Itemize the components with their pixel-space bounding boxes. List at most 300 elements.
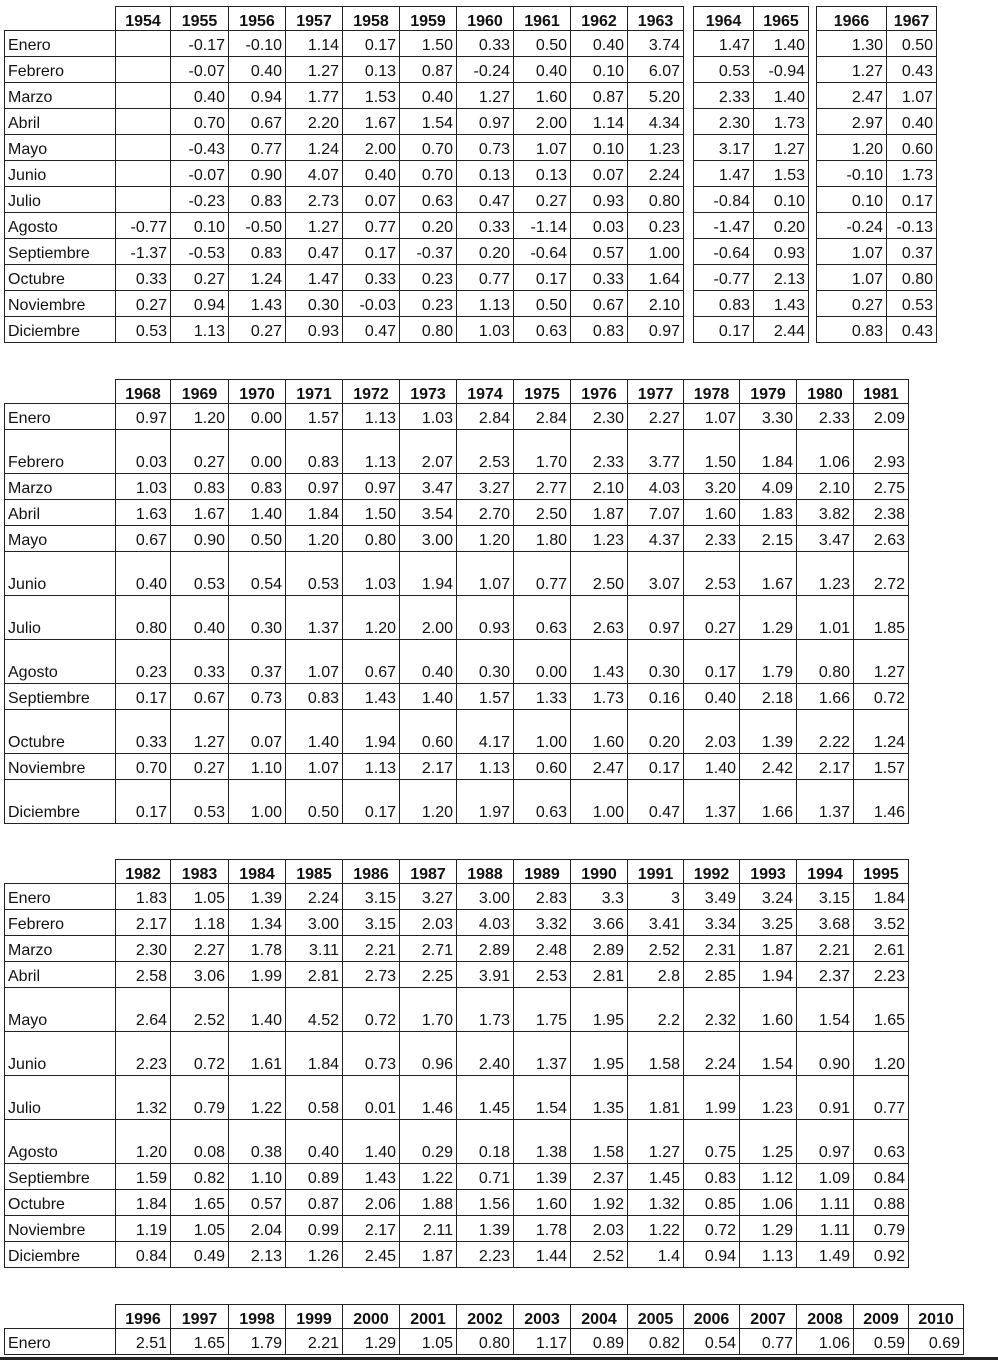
value-cell: 1.29 <box>740 596 797 640</box>
value-cell: 0.47 <box>457 187 514 213</box>
value-cell: 1.60 <box>514 1190 571 1216</box>
table-row <box>5 265 937 291</box>
column-gap <box>684 109 694 135</box>
value-cell: 1.11 <box>797 1190 854 1216</box>
year-header: 2000 <box>343 1305 400 1329</box>
value-cell: 2.93 <box>854 430 909 474</box>
value-cell: 2.81 <box>286 962 343 988</box>
value-cell: 1.47 <box>694 31 754 57</box>
value-cell: 0.30 <box>457 640 514 684</box>
value-cell: 1.47 <box>286 265 343 291</box>
value-cell: 0.40 <box>171 83 229 109</box>
value-cell: 1.78 <box>514 1216 571 1242</box>
table-row <box>5 910 909 936</box>
value-cell: 1.03 <box>457 317 514 343</box>
value-cell: 3.30 <box>740 404 797 430</box>
value-cell: 1.23 <box>628 135 684 161</box>
value-cell: 0.63 <box>514 596 571 640</box>
column-gap <box>684 239 694 265</box>
month-label: Abril <box>5 962 116 988</box>
value-cell: 2.23 <box>116 1032 171 1076</box>
value-cell <box>116 109 171 135</box>
value-cell: 1.57 <box>854 754 909 780</box>
value-cell: 0.10 <box>754 187 809 213</box>
month-label: Septiembre <box>5 239 116 265</box>
value-cell: 0.77 <box>854 1076 909 1120</box>
value-cell: 0.80 <box>457 1329 514 1355</box>
value-cell: 1.33 <box>514 684 571 710</box>
year-header: 1962 <box>571 7 628 31</box>
value-cell: 1.84 <box>854 884 909 910</box>
value-cell: 1.27 <box>817 57 887 83</box>
value-cell: 1.79 <box>740 640 797 684</box>
value-cell: 0.79 <box>171 1076 229 1120</box>
year-header: 1963 <box>628 7 684 31</box>
value-cell <box>116 187 171 213</box>
value-cell: 1.46 <box>854 780 909 824</box>
month-label: Octubre <box>5 265 116 291</box>
value-cell: 0.50 <box>514 31 571 57</box>
value-cell: -0.07 <box>171 161 229 187</box>
value-cell: 6.07 <box>628 57 684 83</box>
value-cell: 1.00 <box>514 710 571 754</box>
value-cell: 1.88 <box>400 1190 457 1216</box>
value-cell: 1.43 <box>571 640 628 684</box>
value-cell: 0.90 <box>171 526 229 552</box>
value-cell: 3.20 <box>684 474 740 500</box>
column-gap <box>809 83 817 109</box>
year-header: 1993 <box>740 860 797 884</box>
value-cell: 1.39 <box>514 1164 571 1190</box>
value-cell: 1.27 <box>286 213 343 239</box>
month-label: Diciembre <box>5 1242 116 1268</box>
month-label: Abril <box>5 109 116 135</box>
value-cell: -1.47 <box>694 213 754 239</box>
year-header: 1955 <box>171 7 229 31</box>
table-row <box>5 1329 964 1355</box>
month-label: Marzo <box>5 83 116 109</box>
value-cell: 1.67 <box>343 109 400 135</box>
table-row <box>5 988 909 1032</box>
year-header: 1967 <box>887 7 937 31</box>
value-cell: 0.93 <box>571 187 628 213</box>
value-cell: 2.33 <box>571 430 628 474</box>
value-cell: 0.17 <box>343 31 400 57</box>
value-cell: -0.10 <box>229 31 286 57</box>
value-cell: 3.66 <box>571 910 628 936</box>
value-cell: 1.60 <box>684 500 740 526</box>
value-cell: 0.83 <box>571 317 628 343</box>
value-cell: -0.53 <box>171 239 229 265</box>
value-cell: 0.94 <box>229 83 286 109</box>
value-cell: 0.23 <box>400 265 457 291</box>
value-cell: 1.17 <box>514 1329 571 1355</box>
value-cell: 0.90 <box>229 161 286 187</box>
value-cell: 1.07 <box>817 265 887 291</box>
column-gap <box>809 317 817 343</box>
value-cell: 3.32 <box>514 910 571 936</box>
value-cell: 0.97 <box>457 109 514 135</box>
value-cell: -0.10 <box>817 161 887 187</box>
value-cell: 0.73 <box>343 1032 400 1076</box>
value-cell: 1.11 <box>797 1216 854 1242</box>
value-cell: 0.53 <box>887 291 937 317</box>
value-cell: 2.17 <box>343 1216 400 1242</box>
value-cell: -0.37 <box>400 239 457 265</box>
year-header: 2004 <box>571 1305 628 1329</box>
value-cell: 1.45 <box>457 1076 514 1120</box>
year-header: 1961 <box>514 7 571 31</box>
value-cell: 0.40 <box>887 109 937 135</box>
value-cell: 0.97 <box>116 404 171 430</box>
year-header: 1960 <box>457 7 514 31</box>
value-cell: 2.21 <box>343 936 400 962</box>
value-cell: 0.83 <box>286 684 343 710</box>
value-cell: 1.92 <box>571 1190 628 1216</box>
year-header: 1975 <box>514 380 571 404</box>
value-cell: 2.89 <box>571 936 628 962</box>
value-cell: 0.80 <box>116 596 171 640</box>
value-cell: -0.13 <box>887 213 937 239</box>
month-label: Marzo <box>5 474 116 500</box>
value-cell: 0.83 <box>817 317 887 343</box>
value-cell: 1.73 <box>571 684 628 710</box>
precip-table-1968-1981 <box>4 379 909 824</box>
value-cell: 0.50 <box>286 780 343 824</box>
column-gap <box>684 7 694 31</box>
table-row <box>5 1242 909 1268</box>
month-label: Noviembre <box>5 291 116 317</box>
month-label: Enero <box>5 31 116 57</box>
value-cell: 3 <box>628 884 684 910</box>
precip-table-1982-1995 <box>4 859 909 1268</box>
value-cell: 1.19 <box>116 1216 171 1242</box>
value-cell: 1.32 <box>116 1076 171 1120</box>
value-cell: 1.4 <box>628 1242 684 1268</box>
value-cell: 1.73 <box>754 109 809 135</box>
year-header: 1970 <box>229 380 286 404</box>
column-gap <box>809 239 817 265</box>
value-cell: 1.03 <box>116 474 171 500</box>
value-cell: 1.03 <box>343 552 400 596</box>
value-cell: 1.20 <box>457 526 514 552</box>
value-cell: 2.30 <box>571 404 628 430</box>
value-cell: 1.07 <box>286 754 343 780</box>
year-header: 1983 <box>171 860 229 884</box>
table-row <box>5 684 909 710</box>
column-gap <box>809 7 817 31</box>
value-cell: 2.32 <box>684 988 740 1032</box>
value-cell: 2.77 <box>514 474 571 500</box>
value-cell: 1.40 <box>286 710 343 754</box>
value-cell: -0.03 <box>343 291 400 317</box>
value-cell: 0.07 <box>571 161 628 187</box>
value-cell: 0.94 <box>684 1242 740 1268</box>
value-cell: -0.77 <box>694 265 754 291</box>
value-cell <box>116 57 171 83</box>
value-cell: -0.64 <box>694 239 754 265</box>
year-header: 2003 <box>514 1305 571 1329</box>
value-cell: 1.27 <box>457 83 514 109</box>
value-cell: 1.43 <box>343 684 400 710</box>
year-header: 1997 <box>171 1305 229 1329</box>
value-cell: 0.90 <box>797 1032 854 1076</box>
year-header: 1988 <box>457 860 514 884</box>
value-cell: 0.60 <box>887 135 937 161</box>
column-gap <box>684 161 694 187</box>
value-cell: 2.03 <box>684 710 740 754</box>
value-cell: 1.27 <box>171 710 229 754</box>
value-cell: 2.75 <box>854 474 909 500</box>
value-cell: 0.80 <box>797 640 854 684</box>
value-cell: 1.94 <box>740 962 797 988</box>
year-header: 1968 <box>116 380 171 404</box>
column-gap <box>809 135 817 161</box>
value-cell: 0.29 <box>400 1120 457 1164</box>
value-cell: 0.88 <box>854 1190 909 1216</box>
value-cell: 2.25 <box>400 962 457 988</box>
year-header: 1980 <box>797 380 854 404</box>
value-cell: 0.73 <box>229 684 286 710</box>
value-cell: 0.72 <box>854 684 909 710</box>
value-cell: 1.13 <box>171 317 229 343</box>
month-label: Agosto <box>5 213 116 239</box>
value-cell: 2.63 <box>854 526 909 552</box>
year-header-row <box>5 860 909 884</box>
value-cell: 0.03 <box>116 430 171 474</box>
value-cell: 2.22 <box>797 710 854 754</box>
table-row <box>5 31 937 57</box>
value-cell: 2.33 <box>684 526 740 552</box>
value-cell: 0.97 <box>628 317 684 343</box>
value-cell: 2.06 <box>343 1190 400 1216</box>
value-cell: 1.40 <box>754 83 809 109</box>
value-cell: 1.27 <box>854 640 909 684</box>
value-cell: 0.89 <box>571 1329 628 1355</box>
year-header: 1972 <box>343 380 400 404</box>
value-cell: 2.10 <box>628 291 684 317</box>
value-cell: 4.03 <box>628 474 684 500</box>
value-cell: 2.51 <box>116 1329 171 1355</box>
value-cell: 0.20 <box>400 213 457 239</box>
month-label: Septiembre <box>5 684 116 710</box>
value-cell: 1.13 <box>343 754 400 780</box>
value-cell: 2.73 <box>286 187 343 213</box>
year-header: 1982 <box>116 860 171 884</box>
value-cell: 0.20 <box>457 239 514 265</box>
value-cell: 1.00 <box>571 780 628 824</box>
value-cell: 2.11 <box>400 1216 457 1242</box>
value-cell: 0.77 <box>343 213 400 239</box>
value-cell: 0.91 <box>797 1076 854 1120</box>
column-gap <box>809 265 817 291</box>
value-cell: 2.27 <box>171 936 229 962</box>
value-cell: 1.70 <box>400 988 457 1032</box>
month-label: Diciembre <box>5 780 116 824</box>
value-cell: 2.44 <box>754 317 809 343</box>
value-cell: 0.80 <box>400 317 457 343</box>
value-cell: 0.50 <box>887 31 937 57</box>
value-cell: 0.63 <box>514 317 571 343</box>
column-gap <box>684 291 694 317</box>
year-header: 1965 <box>754 7 809 31</box>
year-header: 1985 <box>286 860 343 884</box>
value-cell: 1.39 <box>229 884 286 910</box>
value-cell: 0.17 <box>343 780 400 824</box>
value-cell: 2.10 <box>571 474 628 500</box>
value-cell: 1.22 <box>400 1164 457 1190</box>
month-label: Enero <box>5 1329 116 1355</box>
table-row <box>5 936 909 962</box>
value-cell: 0.97 <box>343 474 400 500</box>
value-cell: 1.10 <box>229 1164 286 1190</box>
value-cell: 2.53 <box>684 552 740 596</box>
value-cell: 1.29 <box>343 1329 400 1355</box>
value-cell: 2.00 <box>343 135 400 161</box>
value-cell: 0.47 <box>343 317 400 343</box>
year-header: 1992 <box>684 860 740 884</box>
value-cell: 1.37 <box>286 596 343 640</box>
value-cell: 0.40 <box>343 161 400 187</box>
value-cell: 0.40 <box>229 57 286 83</box>
value-cell: 2.31 <box>684 936 740 962</box>
value-cell: 0.60 <box>514 754 571 780</box>
value-cell: 0.27 <box>229 317 286 343</box>
month-label: Enero <box>5 404 116 430</box>
year-header: 2007 <box>740 1305 797 1329</box>
value-cell: 0.67 <box>571 291 628 317</box>
value-cell: 2.47 <box>817 83 887 109</box>
value-cell: 1.29 <box>740 1216 797 1242</box>
value-cell: 2.24 <box>628 161 684 187</box>
value-cell: 0.83 <box>684 1164 740 1190</box>
value-cell: 1.07 <box>887 83 937 109</box>
value-cell: 2.21 <box>286 1329 343 1355</box>
value-cell: 2.17 <box>400 754 457 780</box>
value-cell: 2.42 <box>740 754 797 780</box>
value-cell: 0.97 <box>286 474 343 500</box>
value-cell: 0.67 <box>229 109 286 135</box>
value-cell: 0.27 <box>817 291 887 317</box>
value-cell: 0.82 <box>628 1329 684 1355</box>
year-header: 1973 <box>400 380 457 404</box>
value-cell: 0.70 <box>400 161 457 187</box>
value-cell: 1.67 <box>171 500 229 526</box>
table-row <box>5 291 937 317</box>
value-cell: 3.54 <box>400 500 457 526</box>
month-label: Septiembre <box>5 1164 116 1190</box>
month-label: Febrero <box>5 57 116 83</box>
value-cell: 2.50 <box>514 500 571 526</box>
value-cell: 2.24 <box>684 1032 740 1076</box>
value-cell: 1.97 <box>457 780 514 824</box>
value-cell: 2.58 <box>116 962 171 988</box>
value-cell: 0.43 <box>887 317 937 343</box>
year-header-row <box>5 1305 964 1329</box>
value-cell: 1.83 <box>116 884 171 910</box>
value-cell: 1.01 <box>797 596 854 640</box>
value-cell: 3.77 <box>628 430 684 474</box>
value-cell: 0.57 <box>229 1190 286 1216</box>
year-header: 1956 <box>229 7 286 31</box>
value-cell: 1.99 <box>229 962 286 988</box>
value-cell: 1.35 <box>571 1076 628 1120</box>
value-cell: 1.73 <box>887 161 937 187</box>
value-cell: 1.60 <box>514 83 571 109</box>
value-cell: 1.63 <box>116 500 171 526</box>
value-cell: 1.12 <box>740 1164 797 1190</box>
table-row <box>5 1164 909 1190</box>
table-row <box>5 213 937 239</box>
value-cell: 2.33 <box>797 404 854 430</box>
value-cell: 0.80 <box>343 526 400 552</box>
value-cell: 1.99 <box>684 1076 740 1120</box>
value-cell: 0.50 <box>229 526 286 552</box>
value-cell: 3.82 <box>797 500 854 526</box>
value-cell: 0.13 <box>343 57 400 83</box>
value-cell: 2.47 <box>571 754 628 780</box>
value-cell: 2.40 <box>457 1032 514 1076</box>
value-cell: 0.17 <box>343 239 400 265</box>
value-cell: 0.00 <box>229 430 286 474</box>
value-cell: 0.69 <box>909 1329 964 1355</box>
month-label: Abril <box>5 500 116 526</box>
table-row <box>5 404 909 430</box>
value-cell: 2.70 <box>457 500 514 526</box>
value-cell: -1.37 <box>116 239 171 265</box>
value-cell: 1.38 <box>514 1120 571 1164</box>
value-cell: 1.94 <box>343 710 400 754</box>
value-cell: 2.89 <box>457 936 514 962</box>
value-cell: 0.97 <box>628 596 684 640</box>
year-header: 2001 <box>400 1305 457 1329</box>
value-cell: 0.27 <box>684 596 740 640</box>
value-cell: 2.00 <box>514 109 571 135</box>
value-cell: 1.58 <box>571 1120 628 1164</box>
value-cell: 2.30 <box>694 109 754 135</box>
month-label: Agosto <box>5 1120 116 1164</box>
value-cell: 1.00 <box>229 780 286 824</box>
value-cell: 0.27 <box>171 754 229 780</box>
value-cell: 0.00 <box>229 404 286 430</box>
value-cell: 0.40 <box>684 684 740 710</box>
table-row <box>5 317 937 343</box>
value-cell: 0.83 <box>229 239 286 265</box>
value-cell <box>116 161 171 187</box>
table-row <box>5 500 909 526</box>
value-cell: 1.39 <box>740 710 797 754</box>
value-cell: 1.03 <box>400 404 457 430</box>
value-cell: 1.46 <box>400 1076 457 1120</box>
value-cell: 3.68 <box>797 910 854 936</box>
value-cell: 0.84 <box>854 1164 909 1190</box>
value-cell: 1.27 <box>754 135 809 161</box>
value-cell: 0.47 <box>286 239 343 265</box>
value-cell: 0.53 <box>116 317 171 343</box>
value-cell: -0.77 <box>116 213 171 239</box>
value-cell: 2.37 <box>797 962 854 988</box>
column-gap <box>809 187 817 213</box>
value-cell: 0.87 <box>571 83 628 109</box>
value-cell: 1.84 <box>740 430 797 474</box>
value-cell: 1.84 <box>286 1032 343 1076</box>
value-cell: 1.60 <box>740 988 797 1032</box>
year-header: 1977 <box>628 380 684 404</box>
value-cell: 1.37 <box>797 780 854 824</box>
value-cell: 3.91 <box>457 962 514 988</box>
month-label: Enero <box>5 884 116 910</box>
year-header: 2008 <box>797 1305 854 1329</box>
